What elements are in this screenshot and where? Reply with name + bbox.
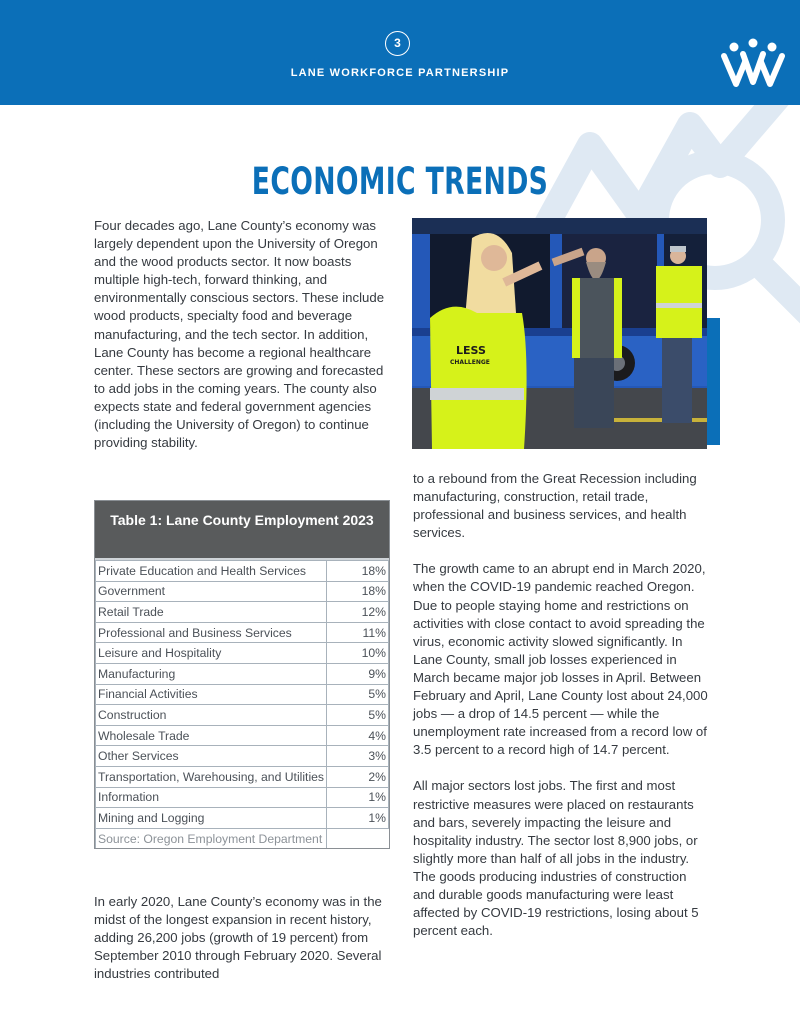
- sector-cell: Government: [96, 581, 327, 602]
- table-row: [96, 602, 389, 623]
- sector-cell: Construction: [96, 705, 327, 726]
- right-paragraph-3: All major sectors lost jobs. The first and most restrictive measures were placed on restaurants and bars, severely impacting the leisure and hospitality industry. The sector lost 8,900 jobs, or slightly more than half of all jobs in the industry. The goods producing industries of construction and durable goods manufacturing were least affected by COVID-19 restrictions, losing about 5 percent each.: [413, 778, 699, 939]
- sector-cell: Information: [96, 787, 327, 808]
- right-paragraph-2: The growth came to an abrupt end in March 2020, when the COVID-19 pandemic reached Oregon. Due to people staying home and restrictions on activities with close contact to avoid spreading the virus, economic activity slowed significantly. In Lane County, small job losses experienced in March became major job losses in April. Between February and April, Lane County lost about 24,000 jobs — a drop of 14.5 percent — while the unemployment rate increased from a record low of 3.5 percent to a record high of 14.7 percent.: [413, 561, 708, 758]
- sector-cell: Private Education and Health Services: [96, 561, 327, 582]
- table-row: [96, 787, 389, 808]
- employment-table-body: [95, 560, 389, 848]
- left-bottom-column: [94, 893, 386, 983]
- table-row: [96, 705, 389, 726]
- sector-cell: Manufacturing: [96, 663, 327, 684]
- share-cell: 1%: [327, 808, 389, 829]
- page-title: ECONOMIC TRENDS: [251, 160, 549, 203]
- employment-table: [94, 500, 390, 849]
- share-cell: 4%: [327, 725, 389, 746]
- intro-column: [94, 217, 386, 452]
- share-cell: 5%: [327, 684, 389, 705]
- workers-photo: [412, 218, 707, 449]
- sector-cell: Other Services: [96, 746, 327, 767]
- table-row: [96, 684, 389, 705]
- right-paragraph-1: to a rebound from the Great Recession including manufacturing, construction, retail trade, professional and business services, and health services.: [413, 471, 697, 541]
- sector-cell: Professional and Business Services: [96, 622, 327, 643]
- logo-icon: [718, 38, 788, 88]
- right-column: [413, 470, 709, 958]
- table-row: [96, 746, 389, 767]
- share-cell: 10%: [327, 643, 389, 664]
- table-row: [96, 725, 389, 746]
- table-row: [96, 622, 389, 643]
- vest-text-1: LESS: [456, 344, 486, 357]
- table-row: [96, 581, 389, 602]
- share-cell: 9%: [327, 663, 389, 684]
- sector-cell: Transportation, Warehousing, and Utilities: [96, 766, 327, 787]
- share-cell: 1%: [327, 787, 389, 808]
- photo-accent-bar: [707, 318, 720, 445]
- vest-text-2: CHALLENGE: [450, 359, 490, 366]
- page-header: [0, 0, 800, 105]
- table-title: Table 1: Lane County Employment 2023: [95, 501, 389, 558]
- sector-cell: Leisure and Hospitality: [96, 643, 327, 664]
- table-row: [96, 663, 389, 684]
- table-row: [96, 808, 389, 829]
- intro-paragraph: Four decades ago, Lane County’s economy was largely dependent upon the University of Oregon and the wood products sector. It now boasts multiple high-tech, forward thinking, and environmentally conscious sectors. These include wood products, specialty food and beverage manufacturing, and the tech sector. In addition, Lane County has become a regional healthcare center. These sectors are growing and forecasted to add jobs in the coming years. The county also expects state and federal government agencies (including the University of Oregon) to continue providing stability.: [94, 218, 385, 451]
- table-row: [96, 766, 389, 787]
- org-name: LANE WORKFORCE PARTNERSHIP: [290, 67, 510, 79]
- share-cell: 18%: [327, 561, 389, 582]
- sector-cell: Mining and Logging: [96, 808, 327, 829]
- table-row: [96, 643, 389, 664]
- page-number: 3: [385, 31, 410, 56]
- table-source-row: [96, 828, 389, 848]
- share-cell: 5%: [327, 705, 389, 726]
- share-cell: 3%: [327, 746, 389, 767]
- share-cell: 18%: [327, 581, 389, 602]
- sector-cell: Financial Activities: [96, 684, 327, 705]
- table-row: [96, 561, 389, 582]
- share-cell: 2%: [327, 766, 389, 787]
- share-cell: 11%: [327, 622, 389, 643]
- table-source-blank: [327, 828, 389, 848]
- sector-cell: Wholesale Trade: [96, 725, 327, 746]
- table-source: Source: Oregon Employment Department: [96, 828, 327, 848]
- left-bottom-paragraph: In early 2020, Lane County’s economy was in the midst of the longest expansion in recent history, adding 26,200 jobs (growth of 19 percent) from September 2010 through February 2020. Several industries contributed: [94, 894, 382, 982]
- share-cell: 12%: [327, 602, 389, 623]
- sector-cell: Retail Trade: [96, 602, 327, 623]
